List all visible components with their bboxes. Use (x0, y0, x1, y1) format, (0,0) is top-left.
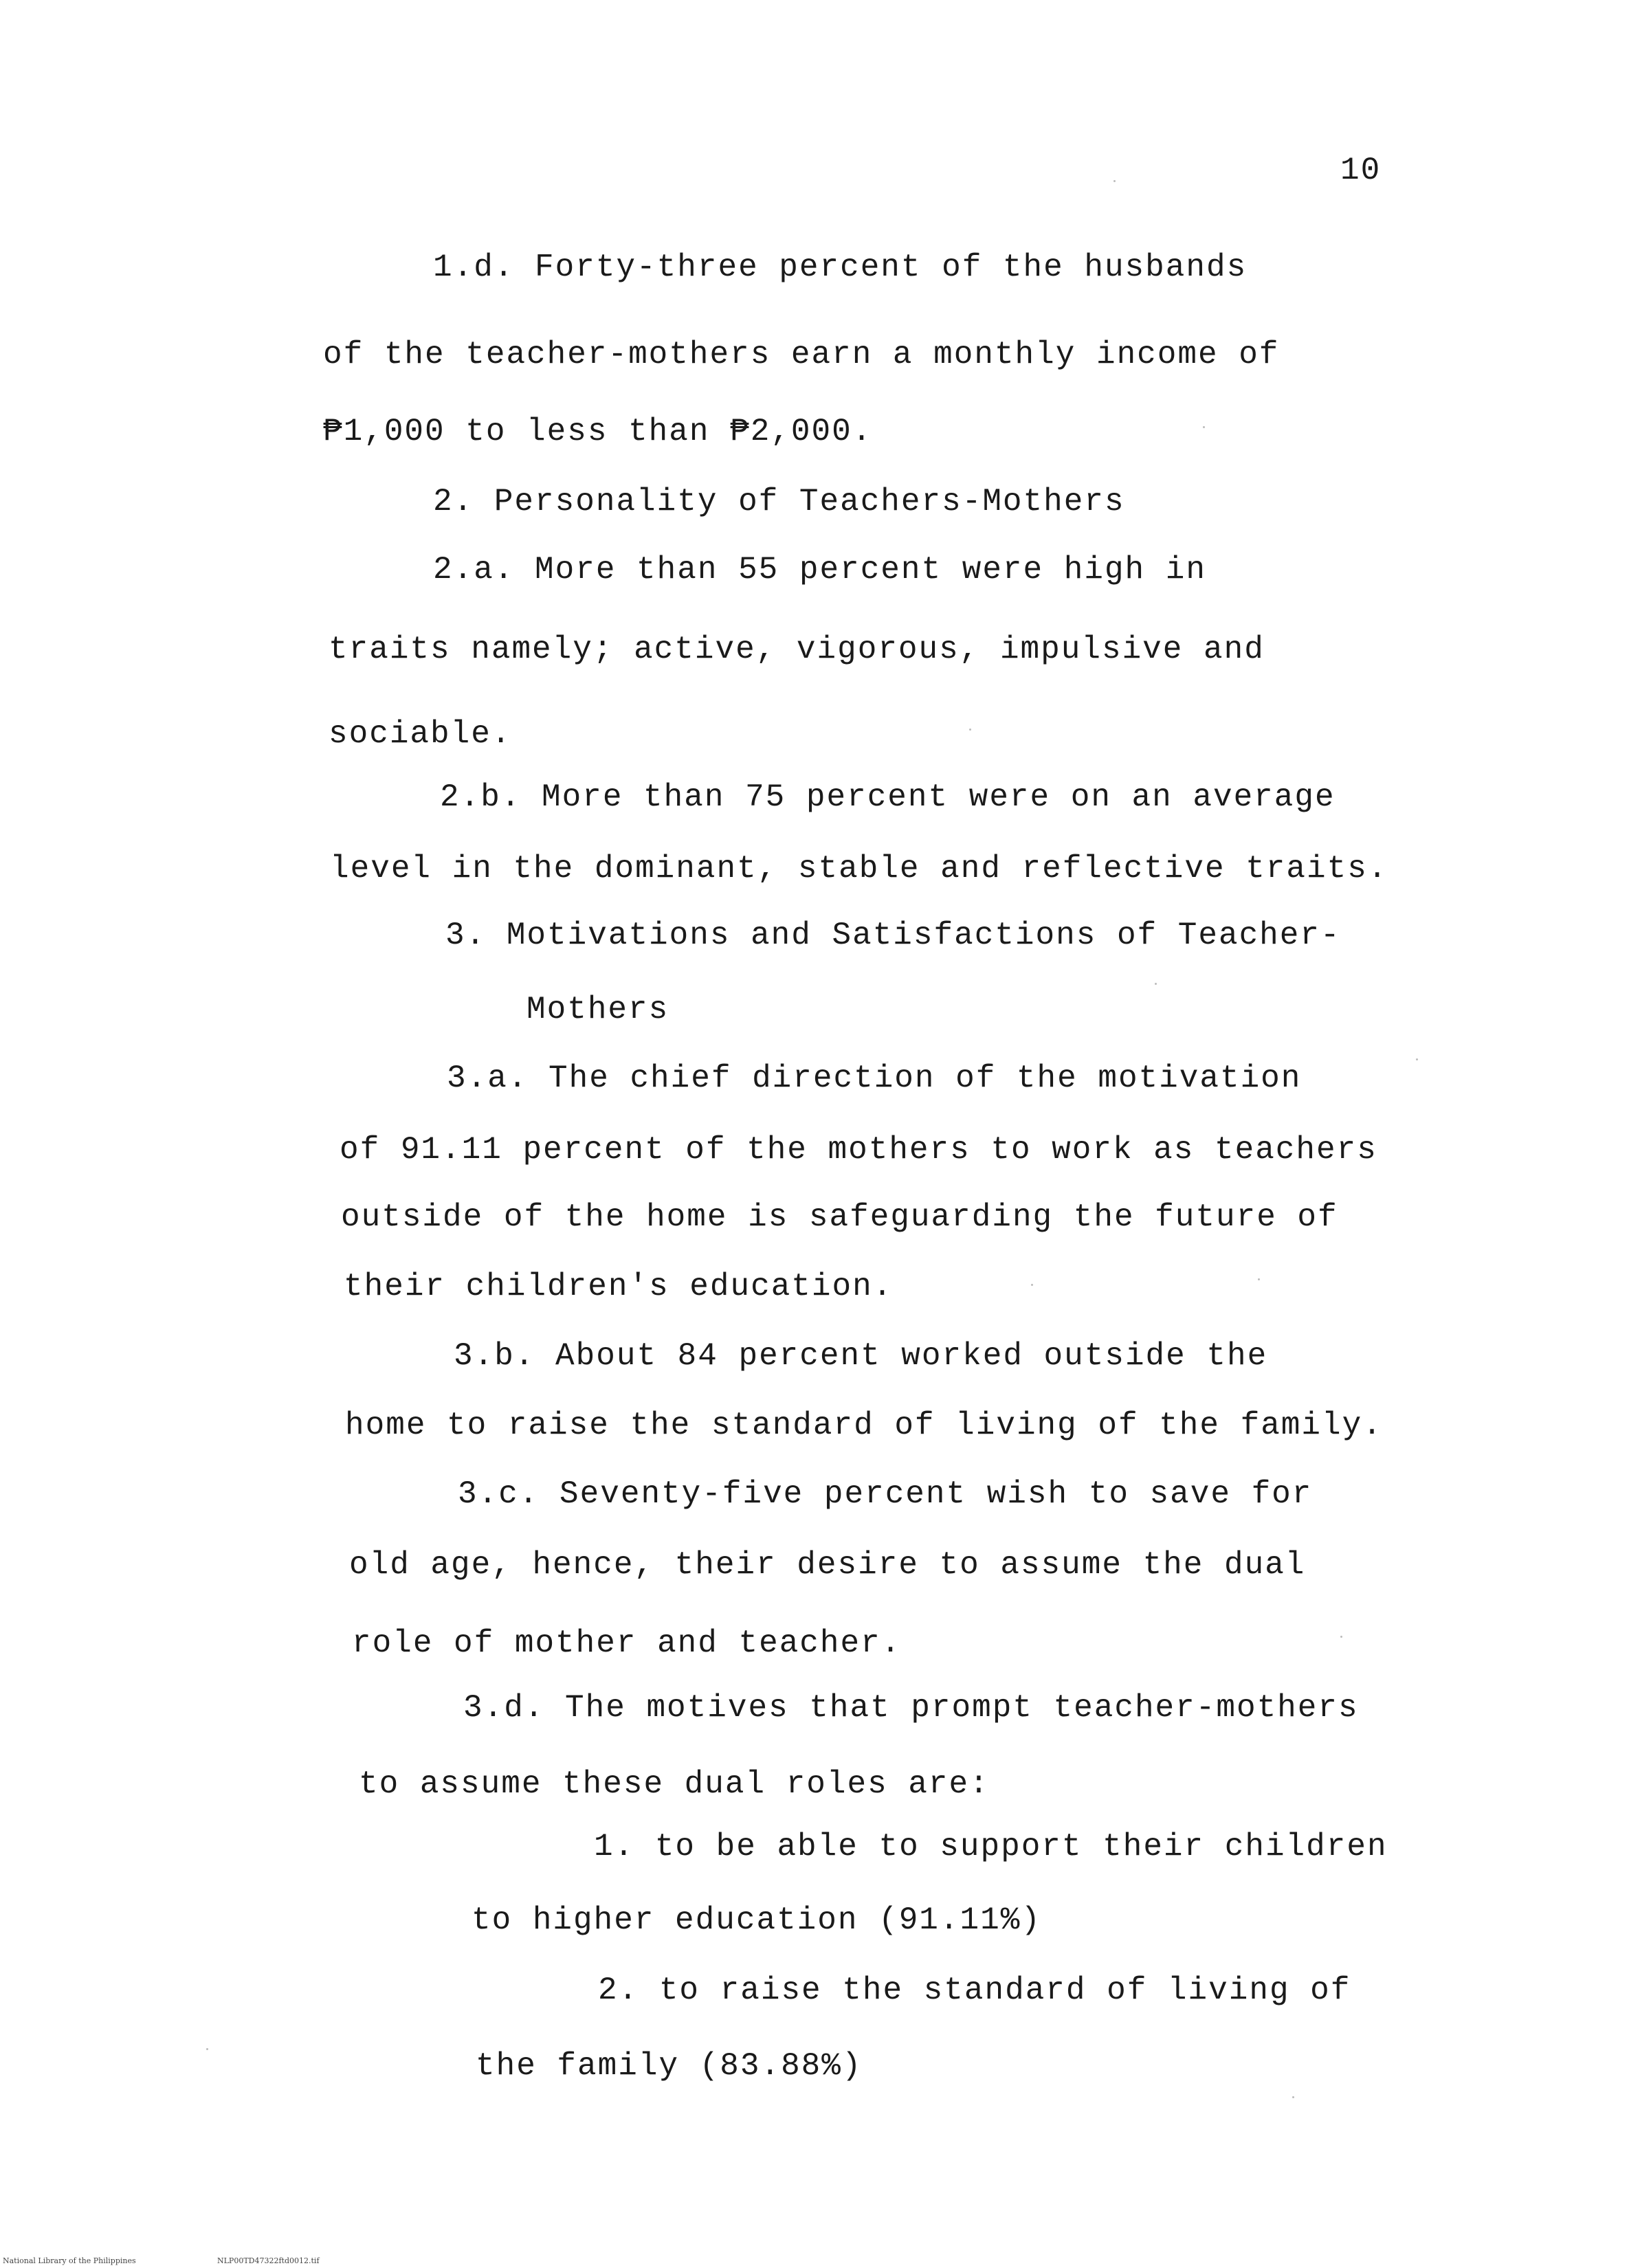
text-line: role of mother and teacher. (352, 1625, 902, 1661)
text-line: the family (83.88%) (476, 2048, 863, 2084)
text-line: 2. to raise the standard of living of (598, 1972, 1351, 2008)
scan-speck (1416, 1058, 1418, 1060)
footer-file: NLP00TD47322ftd0012.tif (217, 2256, 320, 2265)
scan-speck (1340, 1636, 1342, 1638)
text-line: home to raise the standard of living of the family. (345, 1408, 1383, 1443)
text-line: 3.d. The motives that prompt teacher-mothers (463, 1690, 1359, 1726)
scan-speck (1292, 2096, 1294, 2098)
text-line: 2.b. More than 75 percent were on an average (440, 779, 1336, 815)
text-line: 3.b. About 84 percent worked outside the (454, 1338, 1268, 1374)
text-line: outside of the home is safeguarding the future of (341, 1199, 1338, 1235)
scan-speck (1203, 426, 1205, 428)
text-line: 1.d. Forty-three percent of the husbands (433, 249, 1248, 285)
scan-speck (1031, 1284, 1033, 1286)
scan-speck (206, 2048, 208, 2050)
scan-speck (1258, 1278, 1260, 1280)
text-line: Mothers (527, 992, 669, 1027)
text-line: 3.a. The chief direction of the motivation (447, 1060, 1302, 1096)
text-line: old age, hence, their desire to assume the dual (349, 1547, 1306, 1583)
footer-library: National Library of the Philippines (3, 2256, 136, 2265)
text-line: 3.c. Seventy-five percent wish to save for (458, 1476, 1313, 1512)
scan-speck (1155, 983, 1157, 985)
text-line: to higher education (91.11%) (472, 1902, 1041, 1938)
text-line: 2. Personality of Teachers-Mothers (433, 484, 1125, 520)
scan-speck (969, 729, 971, 731)
text-line: sociable. (329, 716, 512, 752)
text-line: level in the dominant, stable and reflective traits. (330, 851, 1388, 887)
text-line: ₱1,000 to less than ₱2,000. (323, 414, 873, 449)
text-line: 3. Motivations and Satisfactions of Teacher- (445, 918, 1341, 953)
text-line: of the teacher-mothers earn a monthly income of (323, 337, 1280, 373)
text-line: their children's education. (344, 1269, 894, 1304)
text-line: 2.a. More than 55 percent were high in (433, 552, 1206, 588)
text-line: 1. to be able to support their children (594, 1829, 1388, 1865)
text-line: traits namely; active, vigorous, impulsive and (329, 632, 1265, 667)
text-line: to assume these dual roles are: (359, 1766, 990, 1802)
text-line: of 91.11 percent of the mothers to work as teachers (340, 1132, 1377, 1168)
page-number: 10 (1340, 153, 1382, 188)
scan-speck (1113, 180, 1116, 182)
